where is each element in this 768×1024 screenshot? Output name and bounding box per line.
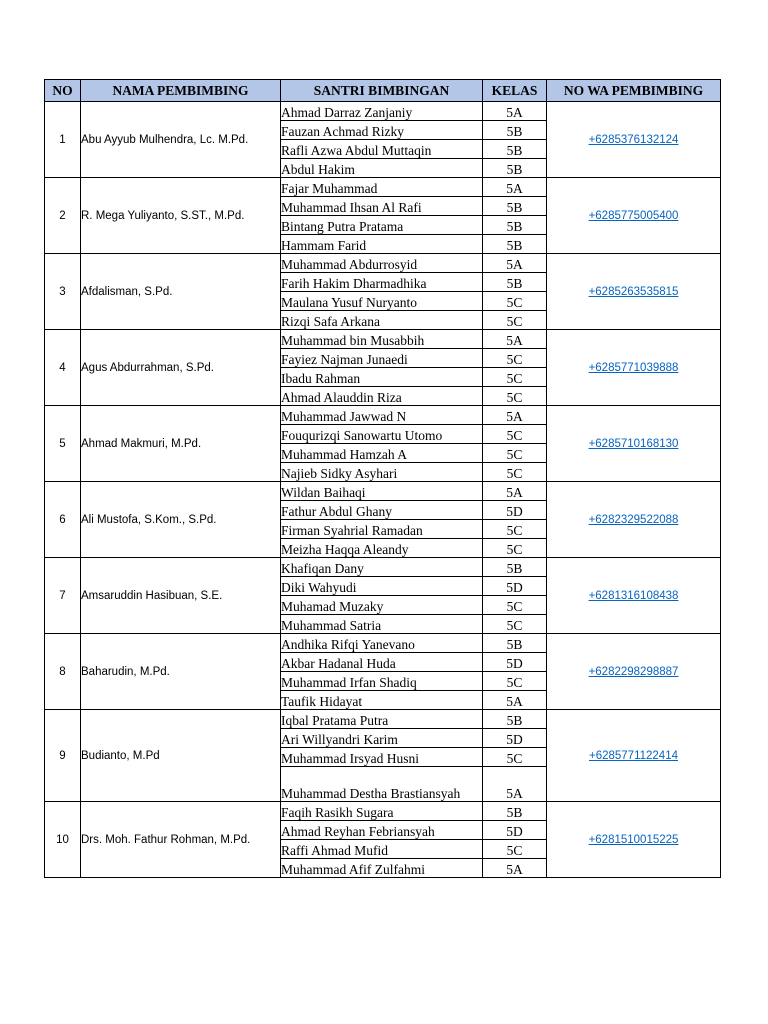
row-number: 3: [45, 254, 81, 330]
table-row: [45, 254, 721, 273]
santri-name: Najieb Sidky Asyhari: [281, 463, 483, 482]
row-number: 8: [45, 634, 81, 710]
kelas-value: 5C: [483, 292, 547, 311]
kelas-value: 5C: [483, 748, 547, 767]
kelas-value: 5A: [483, 482, 547, 501]
santri-name: Muhammad Ihsan Al Rafi: [281, 197, 483, 216]
santri-name: Raffi Ahmad Mufid: [281, 840, 483, 859]
kelas-value: 5B: [483, 558, 547, 577]
santri-name: Meizha Haqqa Aleandy: [281, 539, 483, 558]
santri-name: Muhammad Irsyad Husni: [281, 748, 483, 767]
santri-name: Rizqi Safa Arkana: [281, 311, 483, 330]
kelas-value: 5A: [483, 178, 547, 197]
pembimbing-name: Amsaruddin Hasibuan, S.E.: [81, 558, 281, 634]
wa-link[interactable]: +6281316108438: [588, 589, 679, 602]
row-number: 7: [45, 558, 81, 634]
kelas-value: 5C: [483, 840, 547, 859]
kelas-value: 5B: [483, 216, 547, 235]
santri-name: Muhammad Abdurrosyid: [281, 254, 483, 273]
santri-name: Fathur Abdul Ghany: [281, 501, 483, 520]
wa-link[interactable]: +6281510015225: [588, 833, 679, 846]
header-kelas: KELAS: [483, 80, 547, 102]
santri-name: Muhammad Afif Zulfahmi: [281, 859, 483, 878]
row-number: 10: [45, 802, 81, 878]
santri-name: Abdul Hakim: [281, 159, 483, 178]
wa-cell: [547, 254, 721, 330]
table-row: [45, 482, 721, 501]
kelas-value: 5C: [483, 368, 547, 387]
header-pembimbing: NAMA PEMBIMBING: [81, 80, 281, 102]
kelas-value: 5B: [483, 273, 547, 292]
pembimbing-name: Drs. Moh. Fathur Rohman, M.Pd.: [81, 802, 281, 878]
table-row: [45, 406, 721, 425]
santri-name: Ahmad Reyhan Febriansyah: [281, 821, 483, 840]
santri-name: Ari Willyandri Karim: [281, 729, 483, 748]
wa-cell: [547, 406, 721, 482]
row-number: 2: [45, 178, 81, 254]
row-number: 9: [45, 710, 81, 802]
kelas-value: 5C: [483, 672, 547, 691]
santri-name: Fauzan Achmad Rizky: [281, 121, 483, 140]
kelas-value: 5C: [483, 444, 547, 463]
kelas-value: 5A: [483, 254, 547, 273]
row-number: 1: [45, 102, 81, 178]
santri-name: Diki Wahyudi: [281, 577, 483, 596]
santri-name: Ahmad Darraz Zanjaniy: [281, 102, 483, 121]
wa-cell: [547, 710, 721, 802]
kelas-value: 5D: [483, 501, 547, 520]
wa-cell: [547, 330, 721, 406]
row-number: 5: [45, 406, 81, 482]
kelas-value: 5D: [483, 577, 547, 596]
kelas-value: 5B: [483, 634, 547, 653]
table-row: [45, 634, 721, 653]
kelas-value: 5B: [483, 802, 547, 821]
kelas-value: 5C: [483, 463, 547, 482]
wa-cell: [547, 102, 721, 178]
kelas-value: 5A: [483, 102, 547, 121]
wa-cell: [547, 558, 721, 634]
santri-name: Muhammad Jawwad N: [281, 406, 483, 425]
wa-link[interactable]: +6285376132124: [588, 133, 679, 146]
santri-name: Muhammad Hamzah A: [281, 444, 483, 463]
table-row: [45, 558, 721, 577]
wa-cell: [547, 802, 721, 878]
pembimbing-name: Budianto, M.Pd: [81, 710, 281, 802]
santri-name: Fouqurizqi Sanowartu Utomo: [281, 425, 483, 444]
kelas-value: 5A: [483, 406, 547, 425]
pembimbing-name: Ali Mustofa, S.Kom., S.Pd.: [81, 482, 281, 558]
santri-name: Faqih Rasikh Sugara: [281, 802, 483, 821]
table-row: [45, 802, 721, 821]
santri-name: Ahmad Alauddin Riza: [281, 387, 483, 406]
kelas-value: 5D: [483, 729, 547, 748]
wa-link[interactable]: +6282298298887: [588, 665, 679, 678]
kelas-value: 5B: [483, 197, 547, 216]
kelas-value: 5C: [483, 387, 547, 406]
santri-name: Akbar Hadanal Huda: [281, 653, 483, 672]
santri-name: Ibadu Rahman: [281, 368, 483, 387]
wa-link[interactable]: +6285771039888: [588, 361, 679, 374]
kelas-value: 5B: [483, 140, 547, 159]
wa-cell: [547, 634, 721, 710]
table-row: [45, 330, 721, 349]
santri-name: Taufik Hidayat: [281, 691, 483, 710]
kelas-value: 5A: [483, 767, 547, 802]
kelas-value: 5C: [483, 596, 547, 615]
santri-name: Firman Syahrial Ramadan: [281, 520, 483, 539]
kelas-value: 5C: [483, 349, 547, 368]
wa-link[interactable]: +6285771122414: [588, 749, 678, 762]
pembimbing-table: [44, 79, 721, 878]
wa-link[interactable]: +6282329522088: [588, 513, 679, 526]
kelas-value: 5C: [483, 539, 547, 558]
header-no: NO: [45, 80, 81, 102]
pembimbing-name: Baharudin, M.Pd.: [81, 634, 281, 710]
santri-name: Fayiez Najman Junaedi: [281, 349, 483, 368]
santri-name: Khafiqan Dany: [281, 558, 483, 577]
kelas-value: 5D: [483, 653, 547, 672]
row-number: 6: [45, 482, 81, 558]
pembimbing-name: Agus Abdurrahman, S.Pd.: [81, 330, 281, 406]
row-number: 4: [45, 330, 81, 406]
santri-name: Muhammad Satria: [281, 615, 483, 634]
kelas-value: 5B: [483, 710, 547, 729]
header-wa: NO WA PEMBIMBING: [547, 80, 721, 102]
header-row: [45, 80, 721, 102]
kelas-value: 5C: [483, 311, 547, 330]
santri-name: Muhamad Muzaky: [281, 596, 483, 615]
kelas-value: 5B: [483, 121, 547, 140]
kelas-value: 5B: [483, 159, 547, 178]
header-santri: SANTRI BIMBINGAN: [281, 80, 483, 102]
pembimbing-name: Ahmad Makmuri, M.Pd.: [81, 406, 281, 482]
santri-name: Rafli Azwa Abdul Muttaqin: [281, 140, 483, 159]
santri-name: Bintang Putra Pratama: [281, 216, 483, 235]
wa-cell: [547, 482, 721, 558]
kelas-value: 5C: [483, 520, 547, 539]
santri-name: Maulana Yusuf Nuryanto: [281, 292, 483, 311]
kelas-value: 5C: [483, 615, 547, 634]
table-row: [45, 178, 721, 197]
santri-name: Muhammad Destha Brastiansyah: [281, 767, 483, 802]
santri-name: Iqbal Pratama Putra: [281, 710, 483, 729]
pembimbing-name: Afdalisman, S.Pd.: [81, 254, 281, 330]
santri-name: Hammam Farid: [281, 235, 483, 254]
santri-name: Wildan Baihaqi: [281, 482, 483, 501]
santri-name: Muhammad bin Musabbih: [281, 330, 483, 349]
table-row: [45, 710, 721, 729]
wa-link[interactable]: +6285710168130: [588, 437, 679, 450]
kelas-value: 5A: [483, 859, 547, 878]
pembimbing-name: Abu Ayyub Mulhendra, Lc. M.Pd.: [81, 102, 281, 178]
table-row: [45, 102, 721, 121]
pembimbing-name: R. Mega Yuliyanto, S.ST., M.Pd.: [81, 178, 281, 254]
wa-link[interactable]: +6285775005400: [588, 209, 679, 222]
santri-name: Andhika Rifqi Yanevano: [281, 634, 483, 653]
santri-name: Muhammad Irfan Shadiq: [281, 672, 483, 691]
kelas-value: 5A: [483, 330, 547, 349]
santri-name: Fajar Muhammad: [281, 178, 483, 197]
kelas-value: 5A: [483, 691, 547, 710]
wa-link[interactable]: +6285263535815: [588, 285, 679, 298]
kelas-value: 5C: [483, 425, 547, 444]
kelas-value: 5D: [483, 821, 547, 840]
wa-cell: [547, 178, 721, 254]
santri-name: Farih Hakim Dharmadhika: [281, 273, 483, 292]
kelas-value: 5B: [483, 235, 547, 254]
table-body: [45, 102, 721, 878]
